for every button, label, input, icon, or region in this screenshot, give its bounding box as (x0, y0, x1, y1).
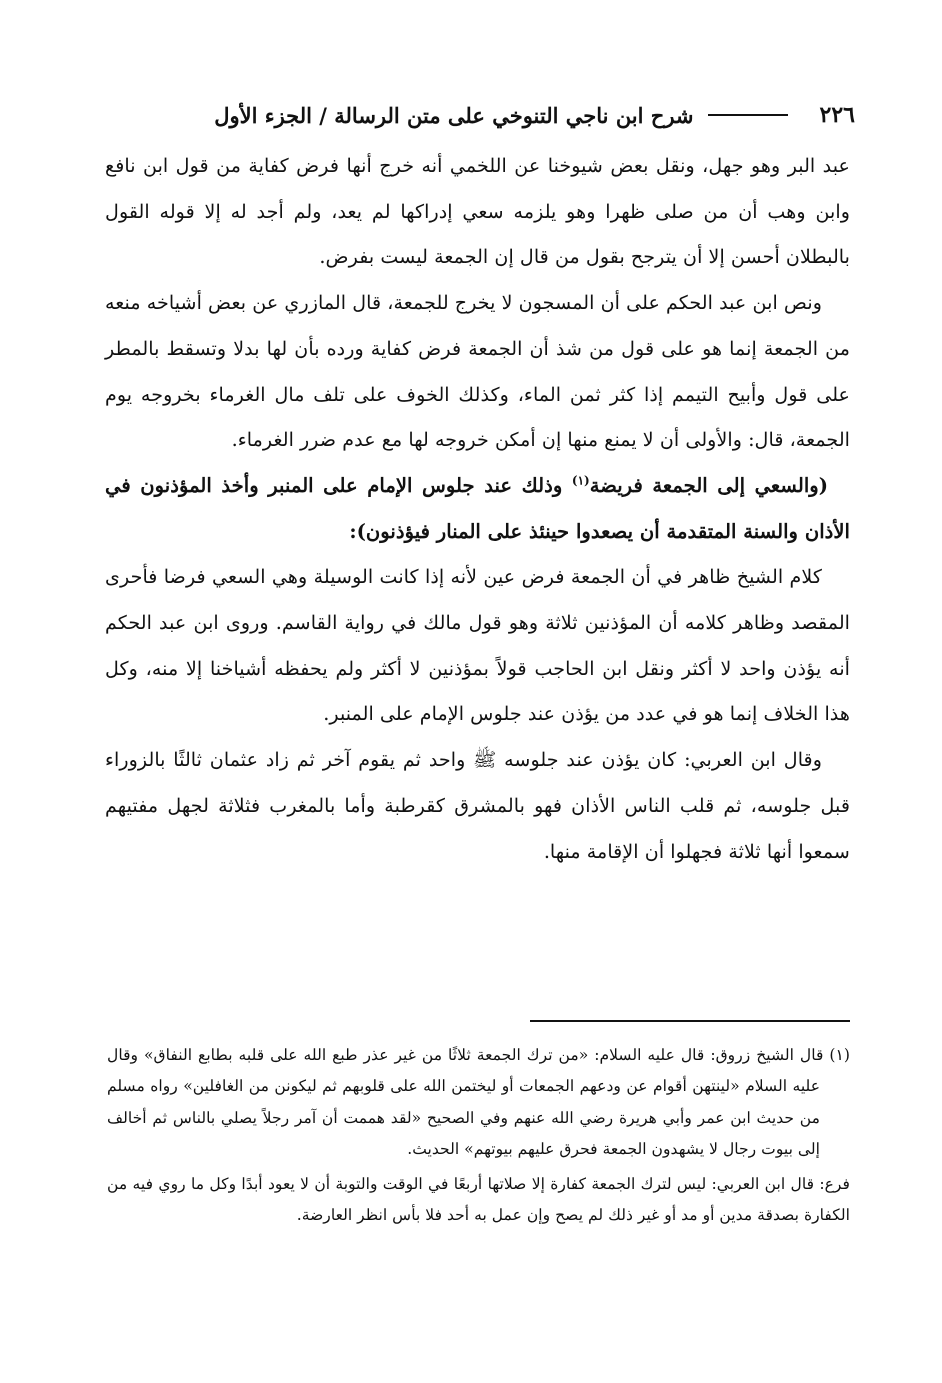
footnote-branch: فرع: قال ابن العربي: ليس لترك الجمعة كفارة إلا صلاتها أربعًا في الوقت والتوبة أن لا يعود أبدًا وكل ما روي فيه من الكفارة بصدقة مدين أو مد أو غير ذلك لم يصح وإن عمل به أحد فلا بأس انظر العارضة. (107, 1175, 850, 1225)
footnotes (107, 1040, 850, 1232)
matn-heading-text-2: وذلك عند جلوس الإمام على المنبر وأخذ المؤذنون في الأذان والسنة المتقدمة أن يصعدوا حينئذ على المنار فيؤذنون): (105, 473, 850, 543)
footnote-separator (530, 1020, 850, 1022)
footnote-reference: (١) (571, 473, 590, 488)
paragraph-3: كلام الشيخ ظاهر في أن الجمعة فرض عين لأنه إذا كانت الوسيلة وهي السعي فرضا فأحرى المقصد وظاهر كلامه أن المؤذنين ثلاثة وهو قول مالك في رواية القاسم. وروى ابن عبد الحكم أنه يؤذن واحد لا أكثر ونقل ابن الحاجب قولاً بمؤذنين لا أكثر ولم يحفظه أشياخنا إلا منه، وكل هذا الخلاف إنما هو في عدد من يؤذن عند جلوس الإمام على المنبر. (105, 565, 850, 726)
matn-heading-text-1: (والسعي إلى الجمعة فريضة (589, 473, 829, 497)
header-rule (708, 114, 788, 116)
paragraph-4: وقال ابن العربي: كان يؤذن عند جلوسه ﷺ واحد ثم يقوم آخر ثم زاد عثمان ثالثًا بالزوراء قبل جلوسه، ثم قلب الناس الأذان فهو بالمشرق كقرطبة وأما بالمغرب فثلاثة لجهل مفتيهم سمعوا أنها ثلاثة فجهلوا أن الإقامة منها. (105, 748, 850, 863)
paragraph-2: ونص ابن عبد الحكم على أن المسجون لا يخرج للجمعة، قال المازري عن بعض أشياخه منعه من الجمعة إنما هو على قول من شذ أن الجمعة فرض كفاية ورده بأن لها بدلا وتسقط بالمطر على قول وأبيح التيمم إذا كثر ثمن الماء، وكذلك الخوف على تلف مال الغرماء بخروجه يوم الجمعة، قال: والأولى أن لا يمنع منها إن أمكن خروجه لها مع عدم ضرر الغرماء. (105, 291, 850, 452)
footnote-1: (١) قال الشيخ زروق: قال عليه السلام: «من ترك الجمعة ثلاثًا من غير عذر طبع الله على قلبه بطابع النفاق» وقال عليه السلام «لينتهن أقوام عن ودعهم الجمعات أو ليختمن الله على قلوبهم ثم ليكونن من الغافلين» رواه مسلم من حديث ابن عمر وأبي هريرة رضي الله عنهم وفي الصحيح «لقد هممت أن آمر رجلاً يصلي بالناس ثم أخالف إلى بيوت رجال لا يشهدون الجمعة فحرق عليهم بيوتهم» الحديث. (107, 1046, 850, 1158)
paragraph-1: عبد البر وهو جهل، ونقل بعض شيوخنا عن اللخمي أنه خرج أنها فرض كفاية من قول ابن نافع وابن وهب أن من صلى ظهرا وهو يلزمه سعي إدراكها لم يعد، ولم أجد له إلا قوله القول بالبطلان أحسن إلا أن يترجح بقول من قال إن الجمعة ليست بفرض. (105, 154, 850, 269)
page-header (100, 95, 855, 135)
main-text (105, 143, 850, 874)
running-title: شرح ابن ناجي التنوخي على متن الرسالة / الجزء الأول (214, 102, 694, 128)
page-number: ٢٢٦ (819, 102, 855, 128)
matn-heading (105, 463, 850, 554)
